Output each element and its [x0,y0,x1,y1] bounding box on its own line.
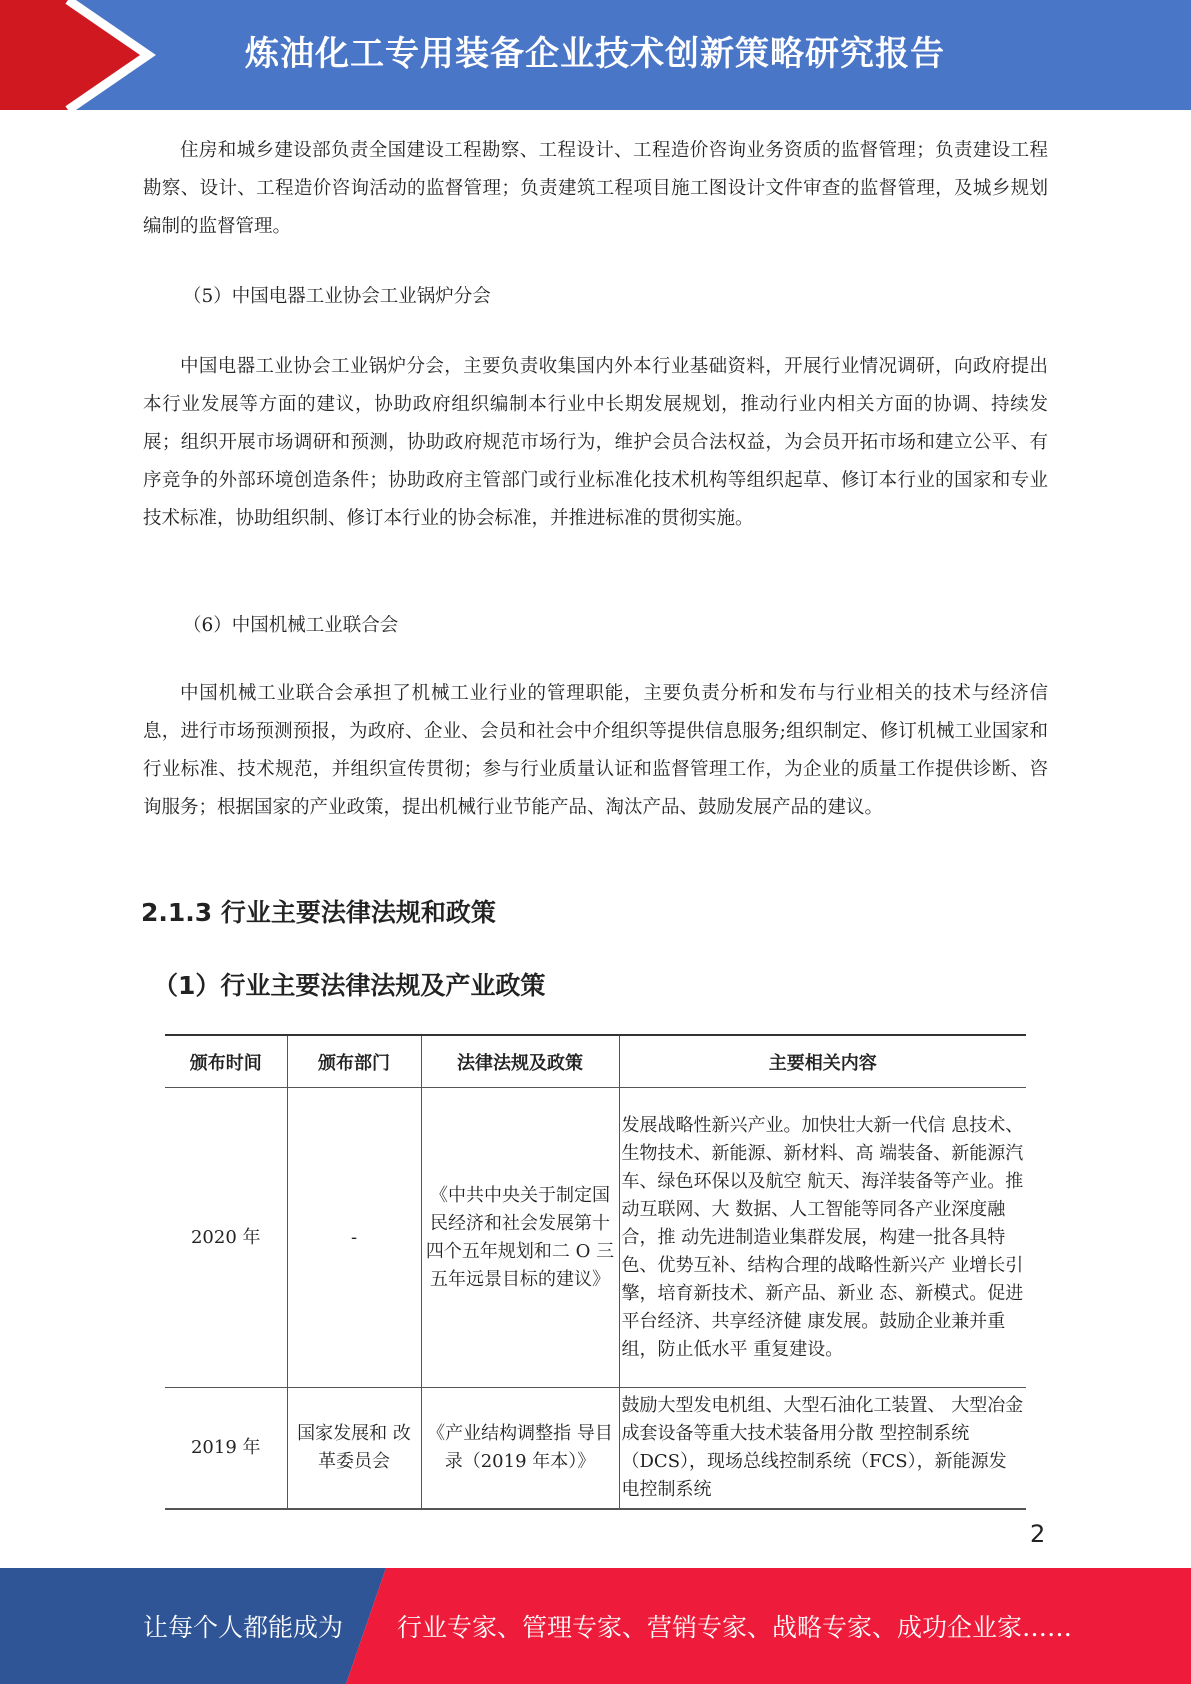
table-row [165,1388,1026,1510]
policy-table [165,1034,1026,1510]
paragraph-boiler-branch: 中国电器工业协会工业锅炉分会，主要负责收集国内外本行业基础资料，开展行业情况调研，向政府提出本行业发展等方面的建议，协助政府组织编制本行业中长期发展规划，推动行业内相关方面的协调、持续发展；组织开展市场调研和预测，协助政府规范市场行为，维护会员合法权益，为会员开拓市场和建立公平、有序竞争的外部环境创造条件；协助政府主管部门或行业标准化技术机构等组织起草、修订本行业的国家和专业技术标准，协助组织制、修订本行业的协会标准，并推进标准的贯彻实施。 [143,356,1048,529]
cell-policy: 《产业结构调整指 导目录（2019 年本）》 [421,1388,619,1510]
cell-time: 2020 年 [165,1088,287,1388]
subheading-machinery-federation: （6）中国机械工业联合会 [183,615,399,636]
column-header: 法律法规及政策 [421,1035,619,1088]
paragraph-machinery-federation: 中国机械工业联合会承担了机械工业行业的管理职能，主要负责分析和发布与行业相关的技术与经济信息，进行市场预测预报，为政府、企业、会员和社会中介组织等提供信息服务;组织制定、修订机械工业国家和行业标准、技术规范，并组织宣传贯彻；参与行业质量认证和监督管理工作，为企业的质量工作提供诊断、咨询服务；根据国家的产业政策，提出机械行业节能产品、淘汰产品、鼓励发展产品的建议。 [143,683,1048,818]
column-header: 颁布时间 [165,1035,287,1088]
paragraph-housing-ministry: 住房和城乡建设部负责全国建设工程勘察、工程设计、工程造价咨询业务资质的监督管理；负责建设工程勘察、设计、工程造价咨询活动的监督管理；负责建筑工程项目施工图设计文件审查的监督管理，及城乡规划编制的监督管理。 [143,140,1048,237]
footer-slogan-right: 行业专家、管理专家、营销专家、战略专家、成功企业家…… [397,1613,1073,1642]
footer-slogan-left: 让每个人都能成为 [143,1613,344,1642]
table-header-row [165,1035,1026,1088]
subsection-heading: （1）行业主要法律法规及产业政策 [153,971,546,1000]
cell-dept: - [287,1088,421,1388]
cell-dept: 国家发展和 改革委员会 [287,1388,421,1510]
cell-policy: 《中共中央关于制定国民经济和社会发展第十四个五年规划和二 O 三五年远景目标的建议》 [421,1088,619,1388]
column-header: 颁布部门 [287,1035,421,1088]
report-title: 炼油化工专用装备企业技术创新策略研究报告 [245,34,945,74]
subheading-boiler-branch: （5）中国电器工业协会工业锅炉分会 [183,286,491,307]
column-header: 主要相关内容 [619,1035,1026,1088]
cell-content: 鼓励大型发电机组、大型石油化工装置、 大型冶金成套设备等重大技术装备用分散 型控制系统（DCS），现场总线控制系统（FCS），新能源发电控制系统 [619,1388,1026,1510]
page-header [0,0,1191,110]
page-number: 2 [1030,1520,1046,1548]
cell-time: 2019 年 [165,1388,287,1510]
cell-content: 发展战略性新兴产业。加快壮大新一代信 息技术、生物技术、新能源、新材料、高 端装备、新能源汽车、绿色环保以及航空 航天、海洋装备等产业。推动互联网、大 数据、人工智能等同各产业深度融合，推 动先进制造业集群发展，构建一批各具特 色、优势互补、结构合理的战略性新兴产 业增长引擎，培育新技术、新产品、新业 态、新模式。促进平台经济、共享经济健 康发展。鼓励企业兼并重组，防止低水平 重复建设。 [619,1088,1026,1388]
page-footer [0,1568,1191,1684]
table-row [165,1088,1026,1388]
section-heading: 2.1.3 行业主要法律法规和政策 [141,898,496,927]
